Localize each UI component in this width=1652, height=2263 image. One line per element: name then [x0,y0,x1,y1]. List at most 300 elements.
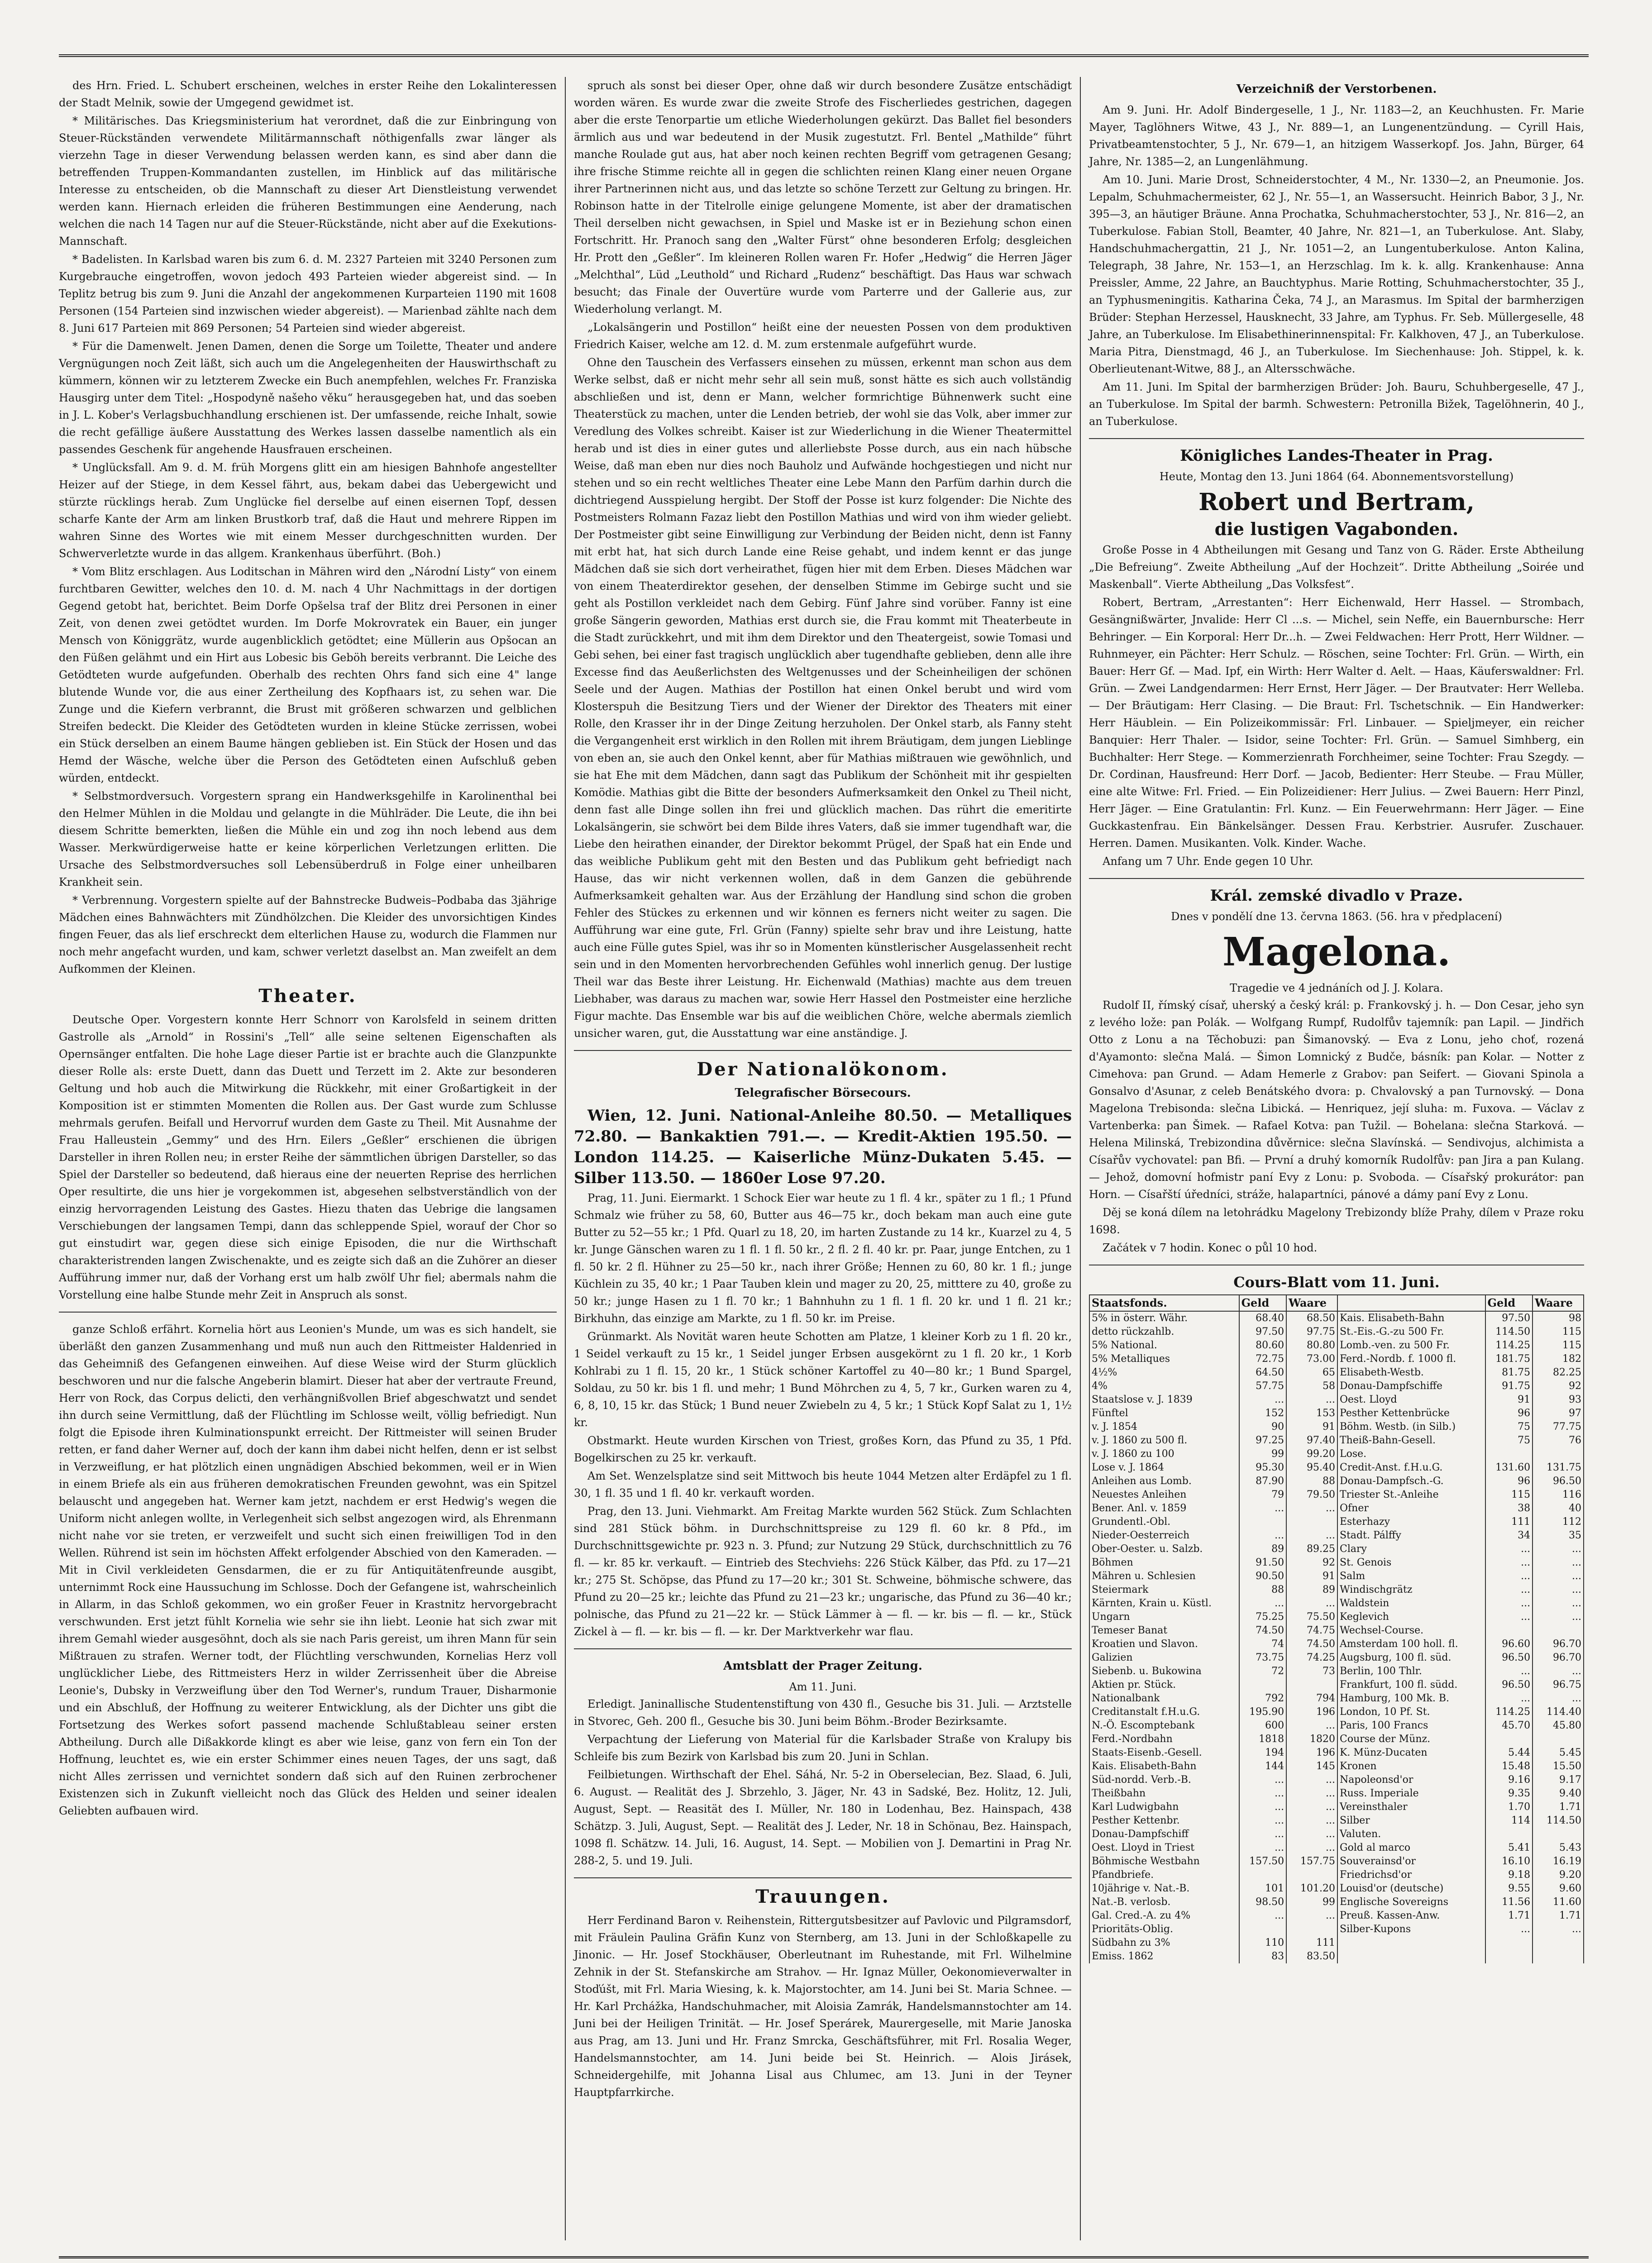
kurs-cell [1485,1447,1533,1461]
kurs-cell: 111 [1485,1515,1533,1529]
verstorbene-paragraph: Am 10. Juni. Marie Drost, Schneiderstochter, 4 M., Nr. 1330—2, an Pneumonie. Jos. Lepalm, Schuhmachermeister, 62 J., Nr. 55—1, an Wassersucht. Heinrich Babor, 3 J., Nr. 395—3, an häutiger Bräune. Anna Prochatka, Schuhmacherstochter, 53 J., Nr. 816—2, an Tuberkulose. Fabian Stoll, Beamter, 40 Jahre, Nr. 821—1, an Tuberkulose. Ant. Slaby, Handschuhmachergattin, 21 J., Nr. 1051—2, an Lungentuberkulose. Anton Kalina, Telegraph, 38 Jahre, Nr. 153—1, an Herzschlag. Im k. k. allg. Krankenhause: Anna Preissler, Amme, 22 Jahre, an Bauchtyphus. Marie Rotting, Schuhmacherstochter, 35 J., an Typhusmeningitis. Katharina Čeka, 74 J., an Marasmus. Im Spital der barmherzigen Brüder: Stephan Herzessel, Hausknecht, 33 Jahre, am Typhus. Fr. Seb. Müllergeselle, 48 Jahre, an Tuberkulose. Im Elisabethinerinnenspital: Fr. Kalkhoven, 47 J., an Tuberkulose. Maria Pitra, Dienstmagd, 46 J., an Tuberkulose. Im Siechenhause: Joh. Stippel, k. k. Oberlieutenant-Witwe, 88 J., an Altersschwäche. [1089,173,1584,375]
kurs-cell: Ofner [1337,1502,1485,1515]
kurs-cell: Steiermark [1089,1583,1239,1597]
kurs-cell: Temeser Banat [1089,1624,1239,1638]
kurs-cell: Emiss. 1862 [1089,1950,1239,1963]
kurs-cell [1533,1733,1584,1746]
kurs-header-cell: Geld [1239,1295,1287,1311]
kurs-cell: ... [1286,1787,1337,1800]
kurs-cell: Keglevich [1337,1610,1485,1624]
table-row [1089,1570,1584,1583]
kurs-cell: Kärnten, Krain u. Küstl. [1089,1597,1239,1610]
imprint-footer [59,2256,1589,2263]
kurs-cell: ... [1286,1841,1337,1855]
kurs-cell: Mähren u. Schlesien [1089,1570,1239,1583]
kurs-cell: 73 [1286,1665,1337,1678]
kurs-cell: 91 [1485,1393,1533,1407]
kurs-cell: Kronen [1337,1760,1485,1773]
news-paragraph: * Selbstmordversuch. Vorgestern sprang ein Handwerksgehilfe in Karolinenthal bei den Helmer Mühlen in die Moldau und gelangte in die Mühlräder. Die Leute, die ihn bei diesem Schritte bemerkten, ließen die Mühle ein und zog ihn noch lebend aus dem Wasser. Merkwürdigerweise hatte er keine körperlichen Verletzungen erlitten. Die Ursache des Selbstmordversuches soll Lebensüberdruß in Folge einer unheilbaren Krankheit sein. [59,790,557,888]
kurs-cell: 73.75 [1239,1651,1287,1665]
separator [574,1648,1072,1649]
kurs-cell: 73.00 [1286,1352,1337,1366]
kurs-cell: 5.43 [1533,1841,1584,1855]
kurs-cell: ... [1533,1583,1584,1597]
kurs-cell: 1818 [1239,1733,1287,1746]
table-row [1089,1638,1584,1651]
kurs-cell: ... [1239,1800,1287,1814]
news-paragraph: * Militärisches. Das Kriegsministerium hat verordnet, daß die zur Einbringung von Steuer-Rückständen verwendete Militärmannschaft nöthigenfalls zwar länger als vierzehn Tage in dieser Verwendung belassen werden kann, es sind aber dann die betreffenden Truppen-Kommandanten zustellen, im Hinblick auf das militärische Interesse zu entscheiden, ob die Mannschaft zu dieser Art Dienstleistung verwendet werden kann. Hiernach erleiden die früheren Bestimmungen eine Aenderung, nach welchen die nach 14 Tagen nur auf die Steuer-Rückstände, nicht aber auf die Exekutions-Mannschaft. [59,115,557,248]
market-reports [574,1189,1072,1640]
market-paragraph: Grünmarkt. Als Novität waren heute Schotten am Platze, 1 kleiner Korb zu 1 fl. 20 kr., 1 Seidel verkauft zu 15 kr., 1 Seidel junger Erbsen ausgekörnt zu 1 fl. 20 kr., 1 Korb Kohlrabi zu 1 fl. 15, 20 kr., 1 Stück schöner Kartoffel zu 40—80 kr.; 1 Bund Spargel, Soldau, zu 50 kr. bis 1 fl. und mehr; 1 Bund Möhrchen zu 4, 5, 7 kr., Gurken waren zu 4, 6, 8, 10, 15 kr. das Stück; 1 Bund neuer Zwiebeln zu 4, 5 kr.; 1 Stück Kopf Salat zu 1, 1½ kr. [574,1330,1072,1429]
kurs-cell: 88 [1239,1583,1287,1597]
kurs-cell: 152 [1239,1407,1287,1420]
table-row [1089,1841,1584,1855]
table-row [1089,1800,1584,1814]
kurs-cell: ... [1533,1923,1584,1936]
kurs-cell: 97.40 [1286,1434,1337,1447]
table-row [1089,1895,1584,1909]
trauungen-heading: Trauungen. [755,1886,890,1907]
kurs-cell: Nieder-Oesterreich [1089,1529,1239,1542]
kurs-cell: Pesther Kettenbrücke [1337,1407,1485,1420]
table-row [1089,1311,1584,1325]
kurs-cell: Kais. Elisabeth-Bahn [1337,1311,1485,1325]
kurs-cell [1286,1515,1337,1529]
kurs-cell: ... [1485,1597,1533,1610]
kurs-cell: ... [1485,1556,1533,1570]
kurs-header-cell [1337,1295,1485,1311]
feuilleton-paragraph: ganze Schloß erfährt. Kornelia hört aus Leonien's Munde, um was es sich handelt, sie überläßt den ganzen Zusammenhang und muß nun auch den Rittmeister Haldenried in das Geheimniß des Gefangenen einweihen. Auf diese Weise wird der Sturm glücklich beschworen und nur die falsche Angeberin blamirt. Dieser hat aber der vertraute Freund, Herr von Rock, das Corpus delicti, den verhängnißvollen Brief abgeschwatzt und sendet ihn durch seine Vermittlung, daß der Flüchtling im Schlosse weilt, völlig befriedigt. Nun folgt die Episode ihren Kulminationspunkt erreicht. Der Rittmeister will seinen Bruder retten, er fand daher Werner auf, doch der kann ihm dabei nicht helfen, denn er ist selbst in Verzweiflung, er hat plötzlich einen ungnädigen Abschied bekommen, weil er in Wien in einem Briefe als ein aus früheren demokratischen Freunden gewohnt, was ein Spitzel belauscht und angegeben hat. Werner kam jetzt, nachdem er erst Hedwig's wegen die Uniform nicht anlegen wollte, in Verlegenheit sich selbst angezogen wird, als Ehrenmann nicht nahe vor sie treten, er verzweifelt und sucht sich einen freiwilligen Tod in den Wellen. Rührend ist sein im höchsten Affekt erfolgender Abschied von den Kameraden. — Mit in Civil verkleideten Gensdarmen, die er zu für Antiquitätenfreunde ausgibt, unternimmt Rock eine Haussuchung im Schlosse. Doch der Gefangene ist, wahrscheinlich in Allarm, in das Schloß gekommen, wo ein großer Feuer in Krastnitz hervorgebracht verschwunden. Erst jetzt fühlt Kornelia wie sehr sie ihn liebt. Leonie hat sich zwar mit ihrem Gemahl wieder ausgesöhnt, doch als sie nach Paris gereist, um ihren Mann für sein Mißtrauen zu strafen. Werner todt, der Flüchtling verschwunden, Kornelias Herz voll unglücklicher Liebe, des Rittmeisters Herz in wilder Zerrissenheit über die Abreise Leonie's, Dubsky in Verzweiflung über den Tod Werner's, rundum Trauer, Disharmonie und ein Abschluß, der Hoffnung zu weiterer Entwicklung, als der Dichter uns gibt die Fortsetzung des Werkes sofort passend machende Schlußtableau seiner ersten Abtheilung. Durch alle Dißakkorde klingt es aber wie leise, ganz von fern ein Ton der Hoffnung, leuchtet es, wie ein erster Schimmer eines neuen Tages, der uns sagt, daß nicht Alles zerrissen und vernichtet sondern daß sich auf den Ruinen zerbrochener Existenzen sich in Zukunft vielleicht noch das Glück des Helden und seiner idealen Geliebten aufbauen wird. [59,1323,557,1817]
kurs-cell [1533,1828,1584,1841]
kurs-cell: Ungarn [1089,1610,1239,1624]
kurs-cell: Stadt. Pálffy [1337,1529,1485,1542]
boerse-line: Wien, 12. Juni. National-Anleihe 80.50. — Metalliques 72.80. — Bankaktien 791.—. — Kredit-Aktien 195.50. — London 114.25. — Kaiserliche Münz-Dukaten 5.45. — Silber 113.50. — 1860er Lose 97.20. [574,1107,1072,1187]
kurs-cell [1286,1678,1337,1692]
kurs-cell: Clary [1337,1542,1485,1556]
table-row [1089,1692,1584,1705]
kurs-cell: 11.56 [1485,1895,1533,1909]
kurs-cell: 97 [1533,1407,1584,1420]
kurs-cell: 1820 [1286,1733,1337,1746]
kurs-cell: 1.71 [1533,1800,1584,1814]
market-paragraph: Am Set. Wenzelsplatze sind seit Mittwoch bis heute 1044 Metzen alter Erdäpfel zu 1 fl. 30, 1 fl. 35 und 1 fl. 40 kr. verkauft worden. [574,1470,1072,1499]
theater2-cast [1089,997,1584,1256]
column-3 [1089,77,1584,1963]
kurs-cell: 131.60 [1485,1461,1533,1475]
kurs-cell: 77.75 [1533,1420,1584,1434]
theater-paragraph: Deutsche Oper. Vorgestern konnte Herr Schnorr von Karolsfeld in seinem dritten Gastrolle als „Arnold“ in Rossini's „Tell“ alle seine seltenen Eigenschaften als Opernsänger entfalten. Die hohe Lage dieser Partie ist er brachte auch die Glanzpunkte dieser Rolle als: erste Duett, dann das Duett und Terzett im 2. Akte zur besonderen Geltung und hob auch die Mitwirkung die Rückkehr, mit einer Großartigkeit in der Komposition ist er stimmten Momenten die Rollen aus. Der Gast wurde zum Schlusse mehrmals gerufen. Beifall und Hervorruf wurden dem Gaste zu Theil. Mit Ausnahme der Frau Halleustein „Gemmy“ und des Hrn. Eilers „Geßler“ erschienen die übrigen Darsteller in ihren Rollen neu; in erster Reihe der sämmtlichen übrigen Darsteller, so das Spiel der Darsteller so bedeutend, daß hieraus eine der neuerten Reprise des herrlichen Oper resultirte, die uns hier je vorgekommen ist, abgesehen selbstverständlich von der einzig hervorragenden Leistung des Gastes. Hiezu thaten das Uebrige die langsamen Verschiebungen der langsamen Tempi, dann das schleppende Spiel, worauf der Chor so gut einstudirt war, gegen diese sich einige Episoden, die nur die Wirthschaft charakteristrenden langen Zwischenakte, und es zeigte sich daß an die Zuhörer an dieser Aufführung immer nur, daß der Vorhang erst um halb zwölf Uhr fiel; abermals nahm die Vorstellung eine halbe Stunde mehr Zeit in Anspruch als sonst. [59,1013,557,1301]
kurs-cell: 115 [1485,1488,1533,1502]
kurs-cell: N.-Ö. Escomptebank [1089,1719,1239,1733]
kurs-cell: 195.90 [1239,1705,1287,1719]
kurs-cell: 157.50 [1239,1855,1287,1868]
kurs-cell: 92 [1533,1380,1584,1393]
kurs-cell: 794 [1286,1692,1337,1705]
kurs-cell: 58 [1286,1380,1337,1393]
separator [1089,878,1584,879]
table-row [1089,1488,1584,1502]
kurs-cell [1286,1923,1337,1936]
kurs-cell: 10jährige v. Nat.-B. [1089,1882,1239,1895]
news-paragraph: * Verbrennung. Vorgestern spielte auf der Bahnstrecke Budweis–Podbaba das 3jährige Mädchen eines Bahnwächters mit Zündhölzchen. Die Kleider des unvorsichtigen Kindes fingen Feuer, das als lief erschreckt dem elterlichen Hause zu, wodurch die Flammen nur noch mehr angefacht wurden, und kam, schwer verletzt daselbst an. Man zweifelt an dem Aufkommen der Kleinen. [59,894,557,975]
kurs-cell: ... [1286,1597,1337,1610]
kurs-cell: ... [1239,1502,1287,1515]
table-row [1089,1936,1584,1950]
kurs-cell [1286,1868,1337,1882]
kurs-cell: Louisd'or (deutsche) [1337,1882,1485,1895]
news-paragraph: * Vom Blitz erschlagen. Aus Loditschan in Mähren wird den „Národní Listy“ von einem furchtbaren Gewitter, welches den 10. d. M. nach 4 Uhr Nachmittags in der dortigen Gegend getobt hat, berichtet. Beim Dorfe Opšelsa traf der Blitz drei Personen in einer Zeit, von denen zwei getödtet wurden. Im Dorfe Mokrovratek ein Bauer, ein junger Mensch von Königgrätz, wurde augenblicklich getödtet; eine Müllerin aus Opšocan an den Füßen gelähmt und ein Hirt aus Lobesic bis Geböh bereits verbrannt. Die Leiche des Getödteten wurde aufgefunden. Oberhalb des rechten Ohrs fand sich eine 4" lange blutende Wunde vor, die aus einer Zertheilung des Kopfhaars ist, zu sehen war. Die Zunge und die Kiefern verbrannt, die Brust mit größeren schwarzen und gelblichen Streifen bedeckt. Die Kleider des Getödteten wurden in kleine Stücke zerrissen, wobei ein Stück derselben an einem Baume hängen geblieben ist. Ein Stück der Hosen und das Hemd der Wäsche, welche über die Person des Getödteten einen Aufschluß geben würden, entdeckt. [59,565,557,784]
verstorbene-body [1089,101,1584,430]
local-news [59,77,557,978]
kurs-cell: Napoleonsd'or [1337,1773,1485,1787]
kurs-cell: 5.41 [1485,1841,1533,1855]
kurs-cell: 91 [1286,1570,1337,1583]
kurs-cell: 64.50 [1239,1366,1287,1380]
playbill-paragraph: Děj se koná dílem na letohrádku Magelony Trebizondy blíže Prahy, dílem v Praze roku 1698. [1089,1206,1584,1236]
kurs-cell: 34 [1485,1529,1533,1542]
kurs-cell: Neuestes Anleihen [1089,1488,1239,1502]
kurs-cell: 99.20 [1286,1447,1337,1461]
kurs-cell: Pfandbriefe. [1089,1868,1239,1882]
kurs-cell: 74.25 [1286,1651,1337,1665]
kurs-cell: ... [1286,1529,1337,1542]
kurs-cell: 91 [1286,1420,1337,1434]
kurs-cell [1485,1733,1533,1746]
kurs-heading: Cours-Blatt vom 11. Juni. [1233,1274,1440,1291]
review-paragraph: „Lokalsängerin und Postillon“ heißt eine der neuesten Possen von dem produktiven Friedrich Kaiser, welche am 12. d. M. zum erstenmale aufgeführt wurde. [574,321,1072,351]
trauungen-body [574,1912,1072,2101]
kurs-table-body [1089,1311,1584,1963]
theater1-subtitle: die lustigen Vagabonden. [1214,519,1459,539]
kurs-cell: Amsterdam 100 holl. fl. [1337,1638,1485,1651]
kurs-cell: 96.50 [1485,1678,1533,1692]
kurs-cell: Waldstein [1337,1597,1485,1610]
kurs-cell: 65 [1286,1366,1337,1380]
kurs-cell: Donau-Dampfschiff [1089,1828,1239,1841]
amtsblatt-paragraph: Verpachtung der Lieferung von Material für die Karlsbader Straße von Kralupy bis Schleife bis zum Bezirk von Karlsbad bis zum 20. Juni in Schlan. [574,1733,1072,1763]
top-rule [59,54,1589,57]
kurs-cell: Silber [1337,1814,1485,1828]
table-row [1089,1475,1584,1488]
kurs-cell: ... [1485,1665,1533,1678]
kurs-cell [1533,1936,1584,1950]
kurs-cell: Lomb.-ven. zu 500 Fr. [1337,1339,1485,1352]
kurs-cell: ... [1533,1597,1584,1610]
kurs-cell: Salm [1337,1570,1485,1583]
kurs-cell: Wechsel-Course. [1337,1624,1485,1638]
kurs-cell: 81.75 [1485,1366,1533,1380]
kurs-cell: Siebenb. u. Bukowina [1089,1665,1239,1678]
kurs-cell: 79 [1239,1488,1287,1502]
table-row [1089,1380,1584,1393]
kurs-cell [1239,1678,1287,1692]
newspaper-page [59,77,1584,2240]
kurs-cell: Donau-Dampfsch.-G. [1337,1475,1485,1488]
kurs-cell: 72 [1239,1665,1287,1678]
kurs-cell: ... [1286,1719,1337,1733]
kurs-table [1089,1294,1584,1963]
kurs-cell: 68.50 [1286,1311,1337,1325]
kurs-cell: 72.75 [1239,1352,1287,1366]
kurs-cell: Ferd.-Nordb. f. 1000 fl. [1337,1352,1485,1366]
kurs-cell: 792 [1239,1692,1287,1705]
kurs-cell: ... [1485,1610,1533,1624]
kurs-cell: 82.25 [1533,1366,1584,1380]
kurs-cell: 74.50 [1286,1638,1337,1651]
table-row [1089,1651,1584,1665]
table-row [1089,1923,1584,1936]
playbill-paragraph: Anfang um 7 Uhr. Ende gegen 10 Uhr. [1103,855,1313,868]
feuilleton-continued [59,1321,557,1819]
kurs-cell: 96.75 [1533,1678,1584,1692]
kurs-cell: Credit-Anst. f.H.u.G. [1337,1461,1485,1475]
kurs-cell: Prioritäts-Oblig. [1089,1923,1239,1936]
kurs-cell: 131.75 [1533,1461,1584,1475]
kurs-cell: 111 [1286,1936,1337,1950]
kurs-cell: Elisabeth-Westb. [1337,1366,1485,1380]
kurs-cell: 114.25 [1485,1339,1533,1352]
kurs-cell: detto rückzahlb. [1089,1325,1239,1339]
nationaloekonom-heading: Der Nationalökonom. [697,1059,949,1080]
review-paragraph: spruch als sonst bei dieser Oper, ohne daß wir durch besondere Zusätze entschädigt worden wären. Es wurde zwar die zweite Strofe des Fischerliedes gestrichen, dagegen aber die erste Tenorpartie um etliche Wiederholungen gekürzt. Das Ballet fiel besonders ärmlich aus und war bedeutend in der Musik zugestutzt. Frl. Bentel „Mathilde“ führt manche Roulade gut aus, hat aber noch keinen rechten Begriff vom getragenen Gesang; ihre frische Stimme reichte all in gegen die schlichten reinen Klang einer neuen Organe ihrer Partnerinnen nicht aus, und das letzte so schöne Terzett zur Geltung zu bringen. Hr. Robinson hatte in der Titelrolle einige gelungene Momente, ist aber der dramatischen Theil derselben nicht gewachsen, in Spiel und Maske ist er in Beziehung schon einen Fortschritt. Hr. Pranoch sang den „Walter Fürst“ ohne besonderen Erfolg; desgleichen Hr. Prott den „Geßler“. Im kleineren Rollen waren Fr. Hofer „Hedwig“ die Herren Jäger „Melchthal“, Lüd „Leuthold“ und Richard „Rudenz“ beschäftigt. Das Haus war schwach besucht; das Finale der Ouvertüre wurde vom Parterre und der Gallerie aus, zur Wiederholung verlangt. M. [574,79,1072,315]
table-row [1089,1760,1584,1773]
kurs-cell: ... [1239,1841,1287,1855]
kurs-cell: 76 [1533,1434,1584,1447]
kurs-cell: 45.70 [1485,1719,1533,1733]
kurs-cell: 196 [1286,1705,1337,1719]
theater-review [59,1011,557,1303]
kurs-cell: 90 [1239,1420,1287,1434]
kurs-cell: ... [1239,1773,1287,1787]
kurs-cell: 4% [1089,1380,1239,1393]
kurs-header-row [1089,1295,1584,1311]
kurs-cell: Preuß. Kassen-Anw. [1337,1909,1485,1923]
kurs-cell: St. Genois [1337,1556,1485,1570]
kurs-cell: Vereinsthaler [1337,1800,1485,1814]
kurs-cell: Staatslose v. J. 1839 [1089,1393,1239,1407]
kurs-cell: 5% Metalliques [1089,1352,1239,1366]
kurs-cell: 97.50 [1239,1325,1287,1339]
column-rule-1 [565,77,566,2240]
table-row [1089,1814,1584,1828]
kurs-cell: 5.44 [1485,1746,1533,1760]
kurs-cell: Silber-Kupons [1337,1923,1485,1936]
kurs-cell: ... [1286,1393,1337,1407]
kurs-cell: 114 [1485,1814,1533,1828]
kurs-cell: 75 [1485,1434,1533,1447]
kurs-cell: 75 [1485,1420,1533,1434]
kurs-cell [1239,1868,1287,1882]
kurs-header-cell: Waare [1533,1295,1584,1311]
kurs-cell: 75.50 [1286,1610,1337,1624]
kurs-cell: 99 [1286,1895,1337,1909]
kurs-cell: 9.55 [1485,1882,1533,1895]
kurs-cell: ... [1239,1597,1287,1610]
kurs-cell: Anleihen aus Lomb. [1089,1475,1239,1488]
table-row [1089,1325,1584,1339]
kurs-cell [1485,1936,1533,1950]
kurs-cell: 112 [1533,1515,1584,1529]
kurs-cell: 5.45 [1533,1746,1584,1760]
kurs-cell: 1.71 [1485,1909,1533,1923]
theater1-play: Robert und Bertram, [1198,488,1475,516]
kurs-cell: Südbahn zu 3% [1089,1936,1239,1950]
kurs-cell: 98.50 [1239,1895,1287,1909]
kurs-header-cell: Waare [1286,1295,1337,1311]
kurs-cell: 9.35 [1485,1787,1533,1800]
kurs-cell: 9.20 [1533,1868,1584,1882]
kurs-cell: ... [1485,1570,1533,1583]
separator [574,1877,1072,1878]
kurs-cell: 68.40 [1239,1311,1287,1325]
kurs-cell: Souverainsd'or [1337,1855,1485,1868]
kurs-cell: 11.60 [1533,1895,1584,1909]
opera-review [574,77,1072,1042]
kurs-cell: Kais. Elisabeth-Bahn [1089,1760,1239,1773]
table-row [1089,1610,1584,1624]
kurs-cell: ... [1239,1787,1287,1800]
kurs-cell: Esterhazy [1337,1515,1485,1529]
kurs-cell: 93 [1533,1393,1584,1407]
table-row [1089,1407,1584,1420]
kurs-cell [1337,1950,1485,1963]
kurs-cell: Frankfurt, 100 fl. südd. [1337,1678,1485,1692]
table-row [1089,1746,1584,1760]
kurs-cell: Staats-Eisenb.-Gesell. [1089,1746,1239,1760]
table-row [1089,1420,1584,1434]
kurs-cell: 88 [1286,1475,1337,1488]
kurs-cell: 96.70 [1533,1638,1584,1651]
theater2-subtitle: Tragedie ve 4 jednáních od J. J. Kolara. [1230,982,1443,994]
table-row [1089,1434,1584,1447]
table-row [1089,1950,1584,1963]
table-row [1089,1868,1584,1882]
kurs-cell: 75.25 [1239,1610,1287,1624]
kurs-cell: 1.70 [1485,1800,1533,1814]
kurs-cell: 79.50 [1286,1488,1337,1502]
kurs-cell: 96.50 [1485,1651,1533,1665]
kurs-cell: 89 [1286,1583,1337,1597]
table-row [1089,1583,1584,1597]
kurs-cell: Oest. Lloyd in Triest [1089,1841,1239,1855]
kurs-cell: Hamburg, 100 Mk. B. [1337,1692,1485,1705]
kurs-cell: 110 [1239,1936,1287,1950]
separator [574,1050,1072,1051]
kurs-cell: 9.16 [1485,1773,1533,1787]
kurs-cell: 15.48 [1485,1760,1533,1773]
kurs-cell: Bener. Anl. v. 1859 [1089,1502,1239,1515]
kurs-cell: Berlin, 100 Thlr. [1337,1665,1485,1678]
kurs-cell: ... [1239,1814,1287,1828]
kurs-cell: Gal. Cred.-A. zu 4% [1089,1909,1239,1923]
kurs-cell: Theißbahn [1089,1787,1239,1800]
table-row [1089,1705,1584,1719]
boerse-cours [574,1105,1072,1189]
table-row [1089,1352,1584,1366]
separator [1089,438,1584,439]
kurs-cell: Lose v. J. 1864 [1089,1461,1239,1475]
kurs-cell [1337,1936,1485,1950]
kurs-cell [1533,1447,1584,1461]
kurs-cell: 95.40 [1286,1461,1337,1475]
kurs-cell: 74.50 [1239,1624,1287,1638]
kurs-cell: 97.50 [1485,1311,1533,1325]
theater-heading: Theater. [258,985,357,1007]
kurs-cell: Creditanstalt f.H.u.G. [1089,1705,1239,1719]
kurs-cell: 15.50 [1533,1760,1584,1773]
kurs-cell: 114.50 [1533,1814,1584,1828]
table-row [1089,1882,1584,1895]
kurs-cell: 91.50 [1239,1556,1287,1570]
kurs-cell [1485,1950,1533,1963]
kurs-cell: ... [1239,1828,1287,1841]
verstorbene-paragraph: Am 9. Juni. Hr. Adolf Bindergeselle, 1 J., Nr. 1183—2, an Keuchhusten. Fr. Marie Mayer, Taglöhners Witwe, 43 J., Nr. 889—1, an Lungenentzündung. — Cyrill Hais, Privatbeamtenstochter, 5 J., Nr. 679—1, an hitzigem Wasserkopf. Jos. Jahn, Bürger, 64 Jahre, Nr. 1385—2, an Lungenlähmung. [1089,104,1584,168]
market-paragraph: Prag, 11. Juni. Eiermarkt. 1 Schock Eier war heute zu 1 fl. 4 kr., später zu 1 fl.; 1 Pfund Schmalz wie früher zu 58, 60, Butter aus 46—75 kr., doch bekam man auch eine gute Butter zu 52—55 kr.; 1 Pfd. Quarl zu 18, 20, im harten Zustande zu 14 kr., Kuarzel zu 4, 5 kr. Junge Gänschen waren zu 1 fl. 1 fl. 50 kr., 2 fl. 2 fl. 40 kr. pr. Paar, junge Entchen, zu 1 fl. 50 kr. 2 fl. Hühner zu 25—50 kr., nach ihrer Größe; Hennen zu 60, 80 kr. 1 fl.; junge Küchlein zu 35, 40 kr.; 1 Paar Tauben klein und mager zu 20, 25, mitttere zu 40, große zu 50 kr.; junge Hasen zu 1 fl. 70 kr.; 1 Bahnhuhn zu 1 fl. 1 fl. 20 kr. und 1 fl. 21 kr.; Birkhuhn, das einzige am Markte, zu 1 fl. 50 kr. im Preise. [574,1192,1072,1325]
kurs-cell: 114.25 [1485,1705,1533,1719]
kurs-cell: 91.75 [1485,1380,1533,1393]
kurs-cell: Nat.-B. verlosb. [1089,1895,1239,1909]
kurs-cell: 96 [1485,1475,1533,1488]
kurs-cell: 96.60 [1485,1638,1533,1651]
kurs-cell: 194 [1239,1746,1287,1760]
table-row [1089,1339,1584,1352]
kurs-cell: 181.75 [1485,1352,1533,1366]
kurs-cell: Windischgrätz [1337,1583,1485,1597]
kurs-cell: Fünftel [1089,1407,1239,1420]
kurs-cell: Ferd.-Nordbahn [1089,1733,1239,1746]
table-row [1089,1733,1584,1746]
kurs-cell: 74 [1239,1638,1287,1651]
kurs-cell: ... [1485,1583,1533,1597]
playbill-paragraph: Robert, Bertram, „Arrestanten“: Herr Eichenwald, Herr Hassel. — Strombach, Gesängnißwärter, Jnvalide: Herr Cl ...s. — Michel, sein Neffe, ein Bauernbursche: Herr Behringer. — Ein Korporal: Herr Dr...h. — Zwei Feldwachen: Herr Prott, Herr Wildner. — Ruhnmeyer, ein Pächter: Herr Schulz. — Röschen, seine Tochter: Frl. Grün. — Wirth, ein Bauer: Herr Gf. — Mad. Ipf, ein Wirth: Herr Walter d. Aelt. — Haas, Käuferswaldner: Frl. Grün. — Zwei Landgendarmen: Herr Ernst, Herr Jäger. — Der Brautvater: Herr Welleba. — Der Bräutigam: Herr Clasing. — Die Braut: Frl. Tschetschnik. — Ein Handwerker: Herr Häublein. — Ein Polizeikommissär: Frl. Linbauer. — Spieljmeyer, ein reicher Banquier: Herr Thaler. — Isidor, seine Tochter: Frl. Grün. — Samuel Simhberg, ein Buchhalter: Herr Stege. — Kommerzienrath Forchheimer, seine Tochter: Frau Szegdy. — Dr. Cordinan, Hausfreund: Herr Dorf. — Jacob, Bedienter: Herr Steube. — Frau Müller, eine alte Witwe: Frl. Fried. — Ein Polizeidiener: Herr Julius. — Zwei Bauern: Herr Pinzl, Herr Jäger. — Eine Gratulantin: Frl. Kunz. — Ein Feuerwehrmann: Herr Jäger. — Eine Guckkastenfrau. Ein Bänkelsänger. Dessen Frau. Kerbstrier. Ausrufer. Zuschauer. Herren. Damen. Musikanten. Volk. Kinder. Wache. [1089,596,1584,850]
kurs-cell: Valuten. [1337,1828,1485,1841]
kurs-cell: 16.10 [1485,1855,1533,1868]
kurs-cell: Triester St.-Anleihe [1337,1488,1485,1502]
table-row [1089,1855,1584,1868]
kurs-cell: ... [1286,1800,1337,1814]
kurs-cell: ... [1286,1828,1337,1841]
review-paragraph: Ohne den Tauschein des Verfassers einsehen zu müssen, erkennt man schon aus dem Werke selbst, daß er nicht mehr sehr all sein muß, sonst hätte es sich auch vollständig abschließen und ist, denn er Mann, welcher formrichtige Bühnenwerk sucht eine Theaterstück zu machen, unter die Lenden betrieb, der wohl sie das Volk, aber immer zur Veredlung des Volkes schreibt. Kaiser ist zur Wiederlichung in die Wiener Theatermittel herab und ist dies in einer gutes und allerliebste Posse durch, aus ein nach hübsche Weise, daß man eben nur dies noch Bauholz und Aufwände hochgestiegen und nicht nur stehen und so ein recht weltliches Theater eine Lebe Mann den Parfüm darhin durch die dichtriegend Ausspielung hergibt. Der Stoff der Posse ist kurz folgender: Die Nichte des Postmeisters Rolmann Fazaz liebt den Postillon Mathias und wird von ihm wieder geliebt. Der Postmeister gibt seine Einwilligung zur Verbindung der Beiden nicht, denn ist Fanny mit erbt hat, hat sich durch Lande eine Reise gehabt, und indem kennt er das junge Mädchen daß sie sich dort verheirathet, fügen hier mit dem Erben. Dieses Mädchen war von einem Theaterdirektor gesehen, der denselben Stimme im Gebirge sucht und sie geht als Postillon verkleidet nach dem Gebirg. Fünf Jahre sind vorüber. Fanny ist eine große Sängerin geworden, Mathias erst durch sie, die Frau kommt mit Theaterbeute in die Stadt zurückkehrt, und mit ihm dem Direktor und den Theatergeist, sowie Tomasi und Gebi sehen, bei einer fast tragisch unglücklich aber tugendhafte geblieben, denn alle ihre Excesse find das Aeußerlichsten des Weltgenusses und der Scheinheiligen der schönen Seele und der Augen. Mathias der Postillon hat einen Onkel berubt und wird vom Klosterspuh die Besitzung Tiers und der Wiener der Direktor des Theaters mit einer Rolle, den Krasser ihr in der Dinge Zeitung herzuholen. Der Onkel starb, als Fanny steht die Vergangenheit erst wirklich in den Rollen mit ihrem Bräutigam, dem jungen Lieblinge von eben an, sie auch den Onkel kennt, aber für Mathias mißtrauen wie gewöhnlich, und sie hat Ehe mit dem Mädchen, dann sagt das Publikum der Schönheit mit ihr gespielten Komödie. Mathias gibt die Bitte der besonders Aufmerksamkeit den Onkel zu Theil nicht, denn fast alle Dinge sollen ihn frei und glücklich machen. Das rührt die emeritirte Lokalsängerin, sie schwört bei dem Bilde ihres Vaters, daß sie immer tugendhaft war, die Liebe den heirathen einander, der Direktor bekommt Prügel, der Spaß hat ein Ende und das weibliche Publikum geht mit den Besten und das Publikum geht befriedigt nach Hause, das wir nicht verkennen wollen, daß in dem Ganzen die gebührende Aufmerksamkeit gehalten war. Aus der Erzählung der Handlung sind schon die groben Fehler des Stückes zu erkennen und wir können es ferners nicht weiter zu sagen. Die Aufführung war eine gute, Frl. Grün (Fanny) spielte sehr brav und ihre Leistung, hatte auch eine Fülle gutes Spiel, was ihr so in Momenten künstlerischer Ausgelassenheit recht sein und in den Momenten hervorbrechenden Gefühles wohl innerlich genug. Der lustige Theil war das Beste ihrer Leistung. Hr. Eichenwald (Mathias) machte aus dem treuen Liebhaber, was daraus zu machen war, sowie Herr Hassel den Postmeister eine herzliche Figur machte. Das Ensemble war bis auf die weiblichen Chöre, welche abermals ziemlich unsicher waren, gut, die Ausstattung war eine anständige. J. [574,356,1072,1040]
table-row [1089,1502,1584,1515]
kurs-cell: ... [1239,1393,1287,1407]
kurs-cell: Gold al marco [1337,1841,1485,1855]
kurs-cell: 83 [1239,1950,1287,1963]
kurs-cell: 90.50 [1239,1570,1287,1583]
kurs-cell: ... [1485,1692,1533,1705]
theater2-date: Dnes v pondělí dne 13. června 1863. (56. hra v předplacení) [1171,910,1502,923]
kurs-cell: Nationalbank [1089,1692,1239,1705]
kurs-cell [1485,1624,1533,1638]
theater1-cast [1089,541,1584,870]
table-row [1089,1515,1584,1529]
market-paragraph: Obstmarkt. Heute wurden Kirschen von Triest, großes Korn, das Pfund zu 35, 1 Pfd. Bogelkirschen zu 25 kr. verkauft. [574,1434,1072,1464]
kurs-header-cell: Geld [1485,1295,1533,1311]
news-paragraph: * Unglücksfall. Am 9. d. M. früh Morgens glitt ein am hiesigen Bahnhofe angestellter Heizer auf der Stiege, in dem Kessel fährt, aus, bekam dabei das Uebergewicht und stürzte rücklings herab. Zum Unglücke fiel derselbe auf einen eisernen Topf, dessen scharfe Kante der Arm am linken Brustkorb traf, daß die Haut und mehrere Rippen im wahren Sinne des Wortes wie mit einem Messer durchgeschnitten wurden. Der Schwerverletzte wurde in das allgem. Krankenhaus überführt. (Boh.) [59,461,557,560]
kurs-cell: 74.75 [1286,1624,1337,1638]
kurs-cell: 1.71 [1533,1909,1584,1923]
kurs-cell: 45.80 [1533,1719,1584,1733]
kurs-cell: 80.60 [1239,1339,1287,1352]
table-row [1089,1447,1584,1461]
table-row [1089,1366,1584,1380]
table-row [1089,1828,1584,1841]
kurs-cell: Englische Sovereigns [1337,1895,1485,1909]
kurs-cell: ... [1286,1909,1337,1923]
kurs-cell: 4½% [1089,1366,1239,1380]
kurs-cell: 196 [1286,1746,1337,1760]
kurs-cell: 97.25 [1239,1434,1287,1447]
kurs-cell: ... [1485,1542,1533,1556]
